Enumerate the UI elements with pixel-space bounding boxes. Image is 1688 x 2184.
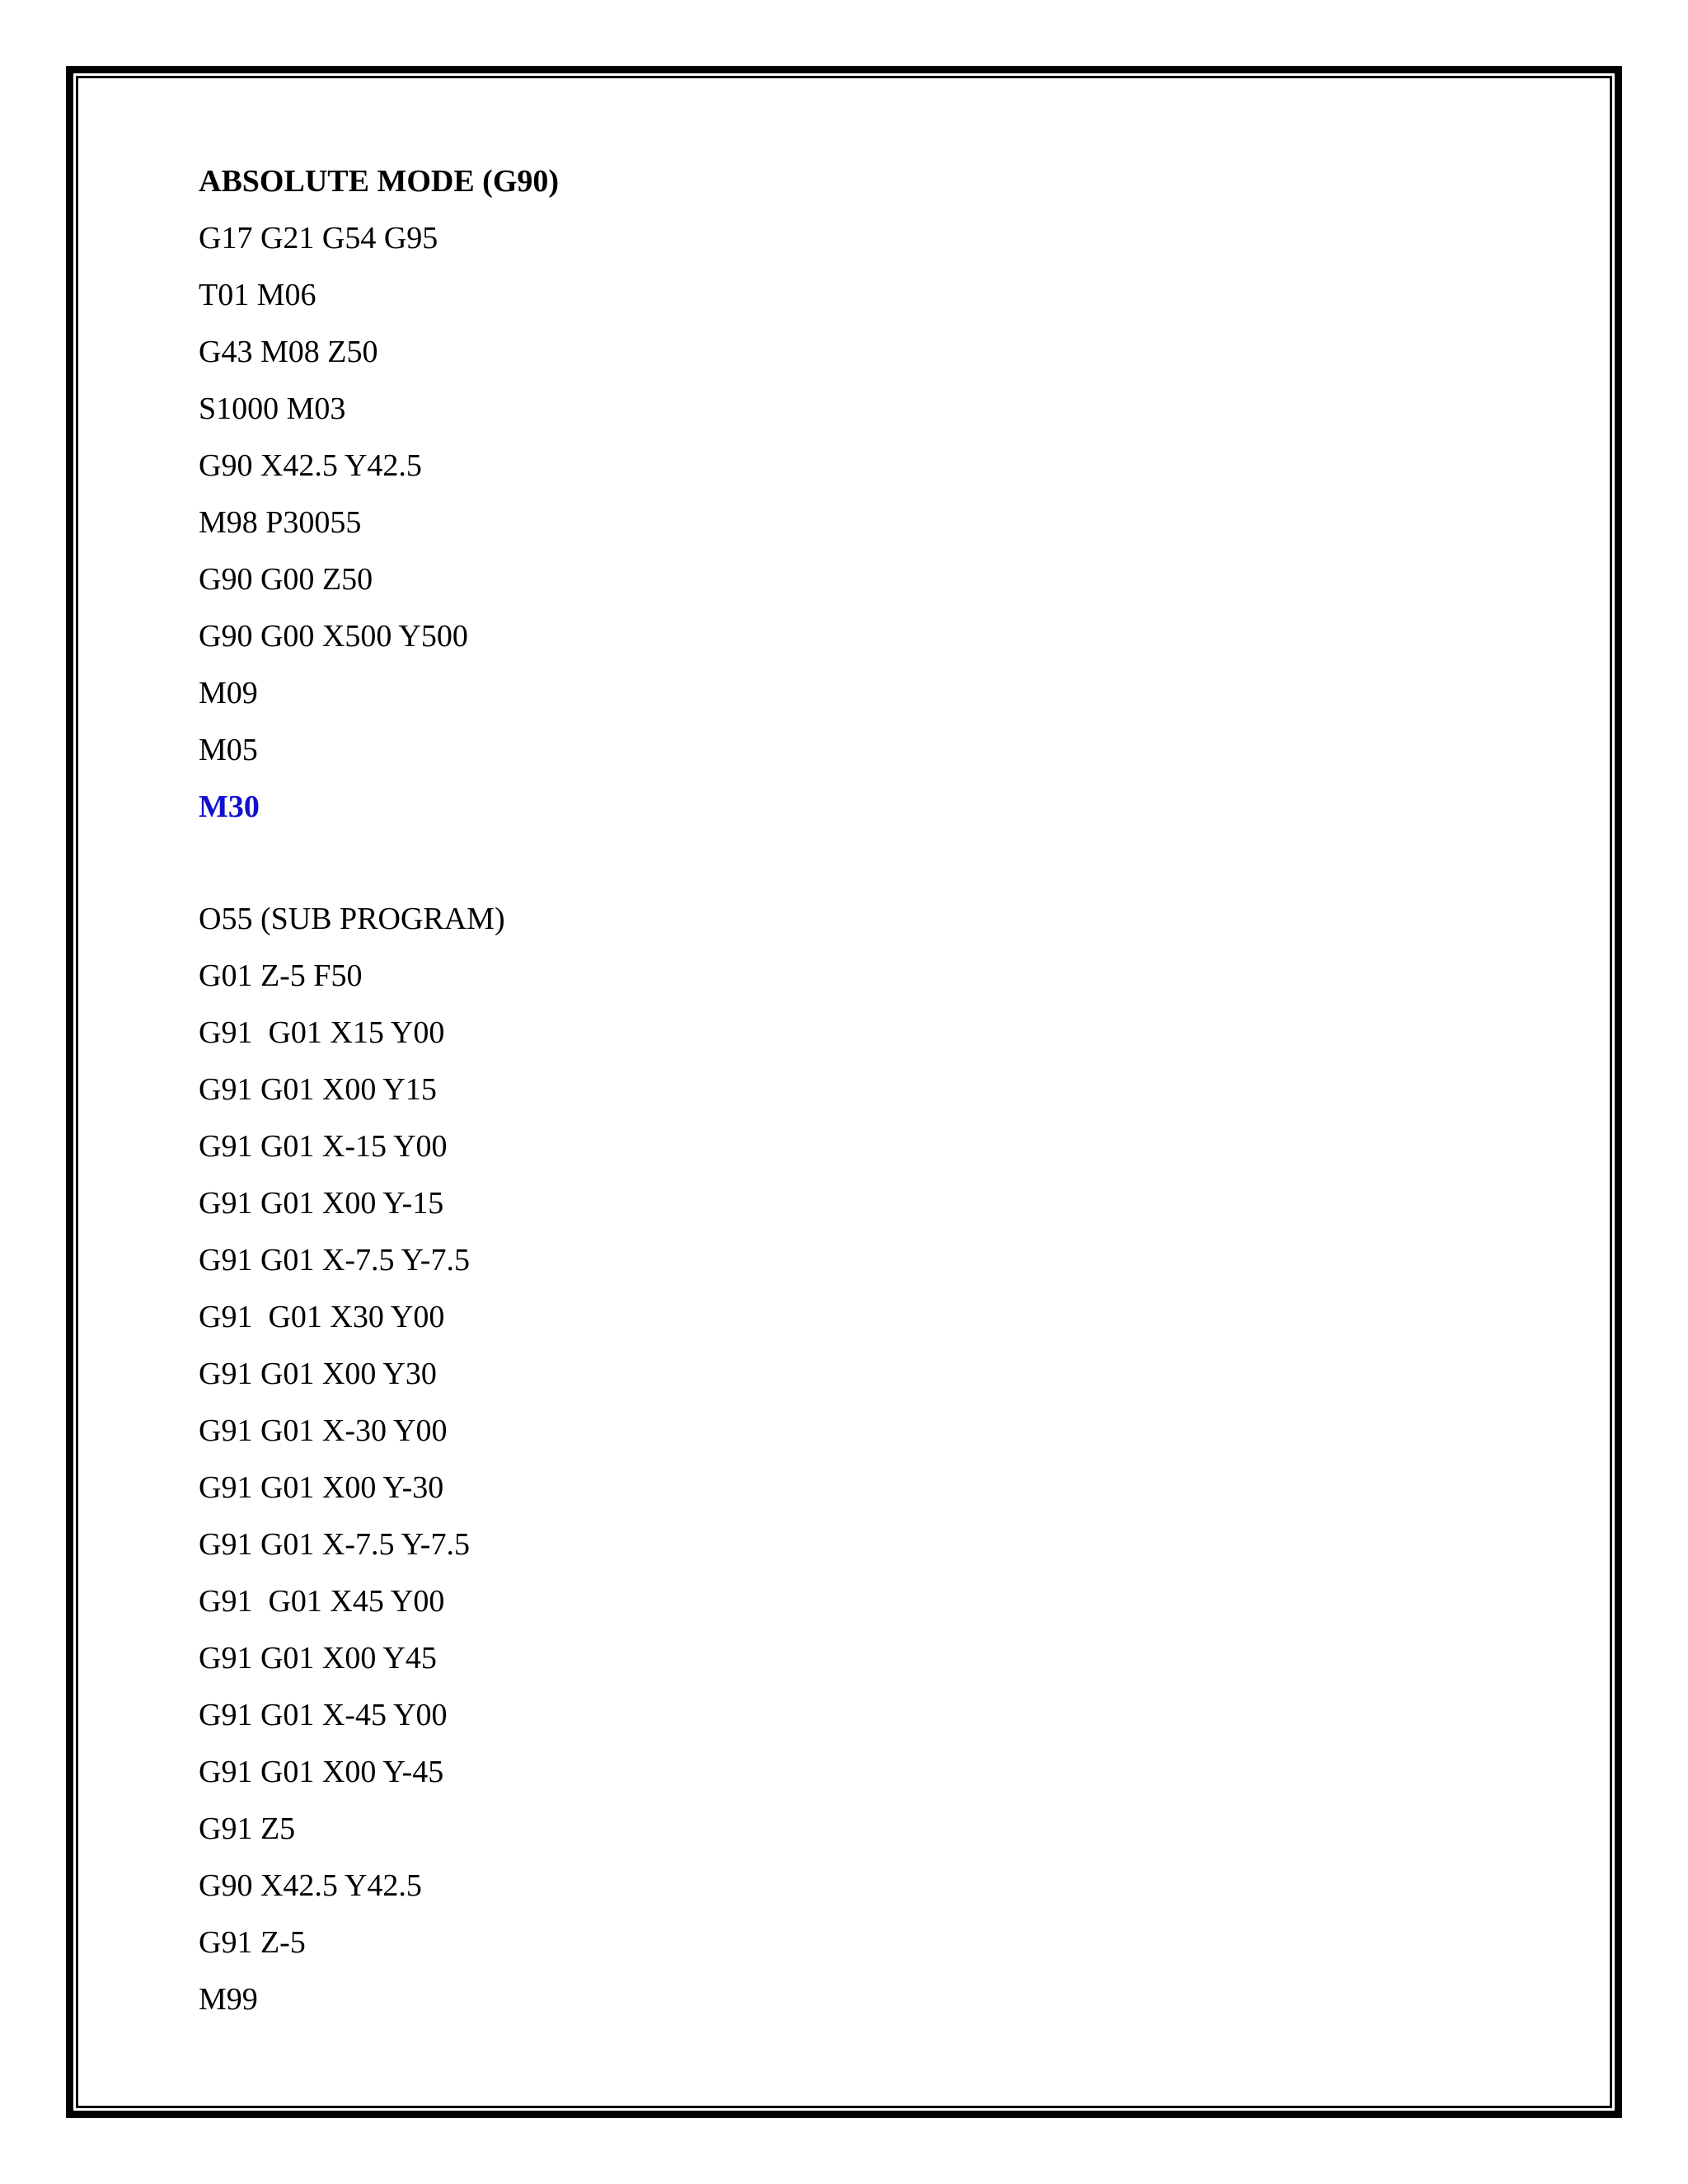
- code-line: G90 X42.5 Y42.5: [199, 1868, 422, 1903]
- code-line: G91 G01 X-30 Y00: [199, 1413, 448, 1448]
- code-line: G90 G00 X500 Y500: [199, 619, 468, 654]
- code-line: T01 M06: [199, 278, 316, 312]
- code-line: G91 G01 X45 Y00: [199, 1584, 445, 1619]
- code-line: O55 (SUB PROGRAM): [199, 902, 505, 936]
- code-line: G91 G01 X30 Y00: [199, 1300, 445, 1334]
- code-line: G91 Z-5: [199, 1925, 306, 1960]
- program-end-code: M30: [199, 790, 260, 824]
- code-line: G91 G01 X15 Y00: [199, 1015, 445, 1050]
- code-line: G91 G01 X00 Y-30: [199, 1470, 444, 1505]
- code-line: S1000 M03: [199, 391, 346, 426]
- code-line: G91 G01 X-7.5 Y-7.5: [199, 1243, 470, 1277]
- code-line: M99: [199, 1982, 258, 2017]
- code-line: G91 G01 X00 Y-15: [199, 1186, 444, 1221]
- main-program-block: [199, 213, 1435, 839]
- code-line: G91 G01 X-15 Y00: [199, 1129, 448, 1164]
- code-line: G43 M08 Z50: [199, 335, 378, 369]
- program-listing: [199, 157, 1435, 2032]
- code-line: G91 Z5: [199, 1811, 296, 1846]
- section-heading: ABSOLUTE MODE (G90): [199, 164, 560, 199]
- code-line: G01 Z-5 F50: [199, 958, 363, 993]
- section-gap: [199, 839, 1435, 894]
- code-line: G91 G01 X00 Y45: [199, 1641, 437, 1675]
- code-line: G90 G00 Z50: [199, 562, 373, 597]
- code-line: G90 X42.5 Y42.5: [199, 448, 422, 483]
- code-line: M05: [199, 733, 258, 767]
- sub-program-block: [199, 894, 1435, 2032]
- code-line: G17 G21 G54 G95: [199, 221, 438, 255]
- code-line: G91 G01 X-45 Y00: [199, 1698, 448, 1732]
- code-line: G91 G01 X00 Y15: [199, 1072, 437, 1107]
- code-line: M98 P30055: [199, 505, 362, 540]
- code-line: G91 G01 X00 Y-45: [199, 1755, 444, 1789]
- code-line: G91 G01 X-7.5 Y-7.5: [199, 1527, 470, 1562]
- code-line: G91 G01 X00 Y30: [199, 1357, 437, 1391]
- code-line: M09: [199, 676, 258, 710]
